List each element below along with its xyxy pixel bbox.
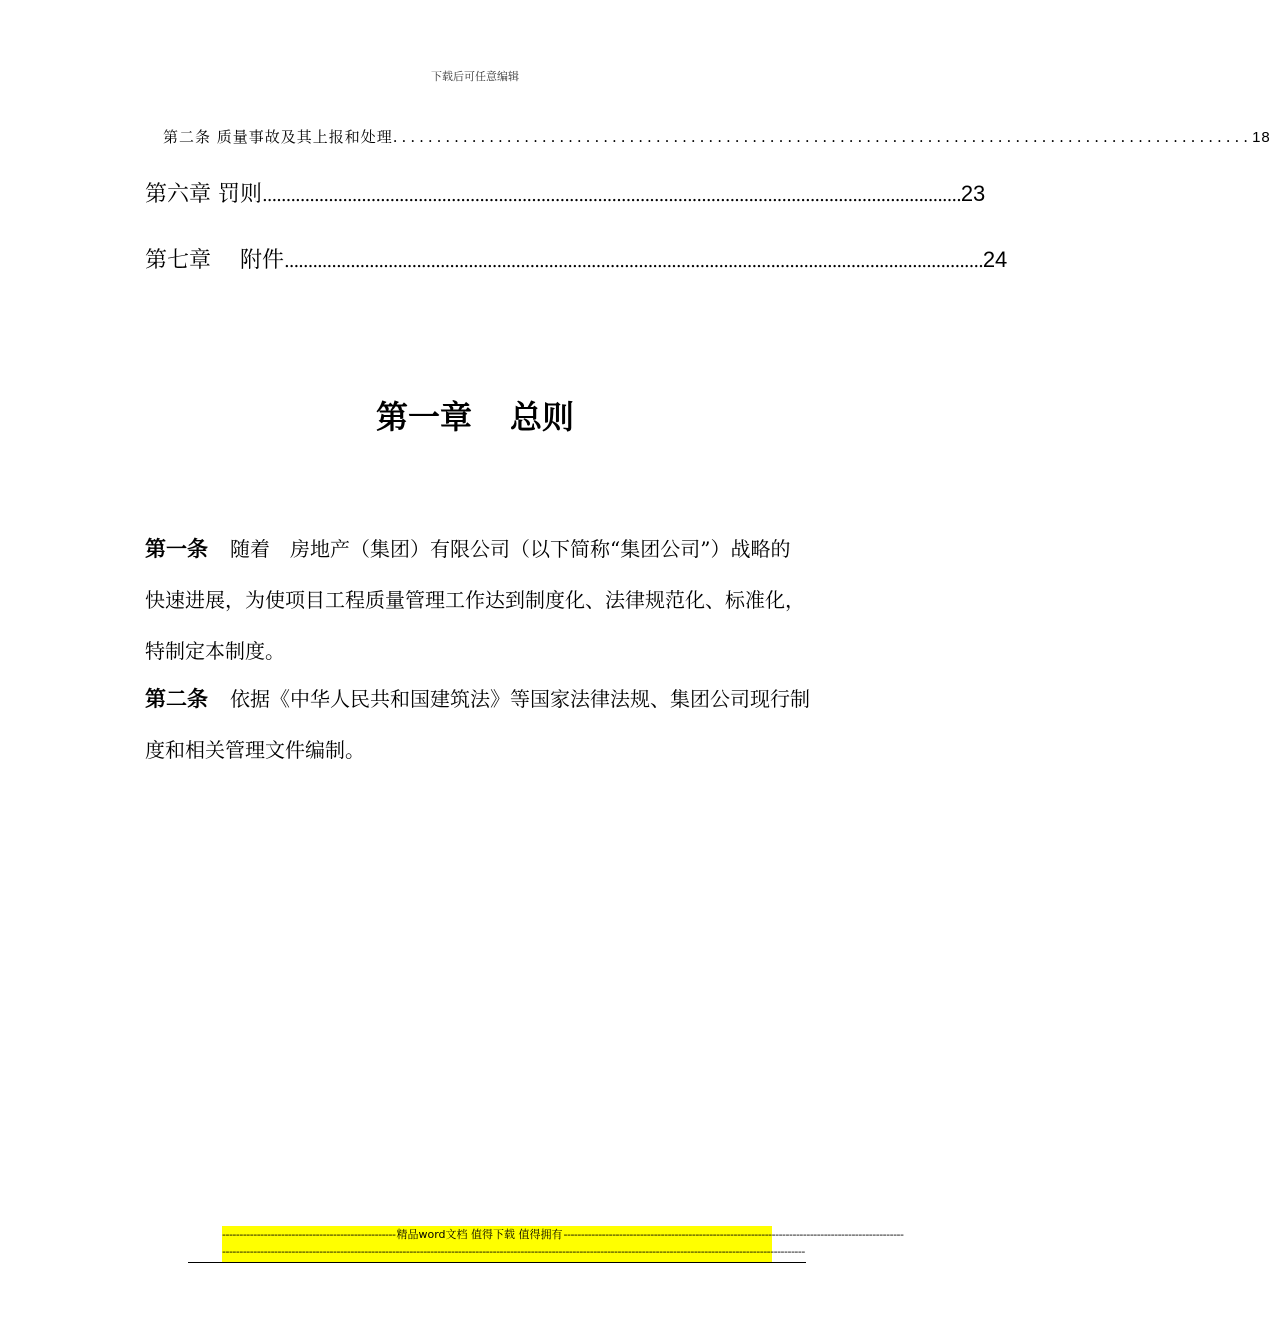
article-number: 第二条 [145, 687, 208, 711]
toc-leader-dots: .................................................................................................. [392, 128, 1253, 146]
footer-dash-line: -------------------------------------------------- [222, 1228, 396, 1241]
article-paragraph [145, 524, 810, 677]
page-header: 下载后可任意编辑 [431, 70, 519, 83]
footer-dash-line: ------------------------------------------------------------------------------------------------------------------------------------------------------------------------ [222, 1245, 805, 1258]
toc-page-number: 18 [1252, 129, 1271, 146]
footer-rule [188, 1262, 806, 1263]
article-number: 第一条 [145, 537, 208, 561]
toc-entry-chapter-7[interactable] [145, 243, 1008, 274]
chapter-title: 总则 [510, 398, 575, 436]
article-text: 依据《中华人民共和国建筑法》等国家法律法规、集团公司现行制度和相关管理文件编制。 [145, 687, 810, 762]
footer-dash-line: -------------------------------------------------------------------------------------------------- [563, 1228, 904, 1241]
chapter-number: 第一章 [375, 398, 472, 436]
article-text: 随着 房地产（集团）有限公司（以下简称“集团公司”）战略的快速进展，为使项目工程质量管理工作达到制度化、法律规范化、标准化，特制定本制度。 [145, 537, 805, 663]
toc-entry-label: 第六章 罚则 [145, 182, 262, 207]
toc-entry-article-2[interactable] [163, 126, 1271, 147]
footer-banner [222, 1226, 904, 1262]
toc-leader-dots: .................................................................................................................................................... [262, 185, 961, 206]
toc-entry-label: 第七章 附件 [145, 248, 284, 273]
toc-page-number: 24 [982, 247, 1008, 272]
footer-text: 精品word文档 值得下载 值得拥有 [396, 1228, 563, 1241]
toc-page-number: 23 [960, 181, 986, 206]
toc-entry-chapter-6[interactable] [145, 177, 986, 208]
toc-entry-label: 第二条 质量事故及其上报和处理 [163, 128, 393, 146]
article-paragraph [145, 674, 810, 776]
chapter-heading [0, 392, 950, 438]
toc-leader-dots: .................................................................................................................................................... [284, 251, 983, 272]
